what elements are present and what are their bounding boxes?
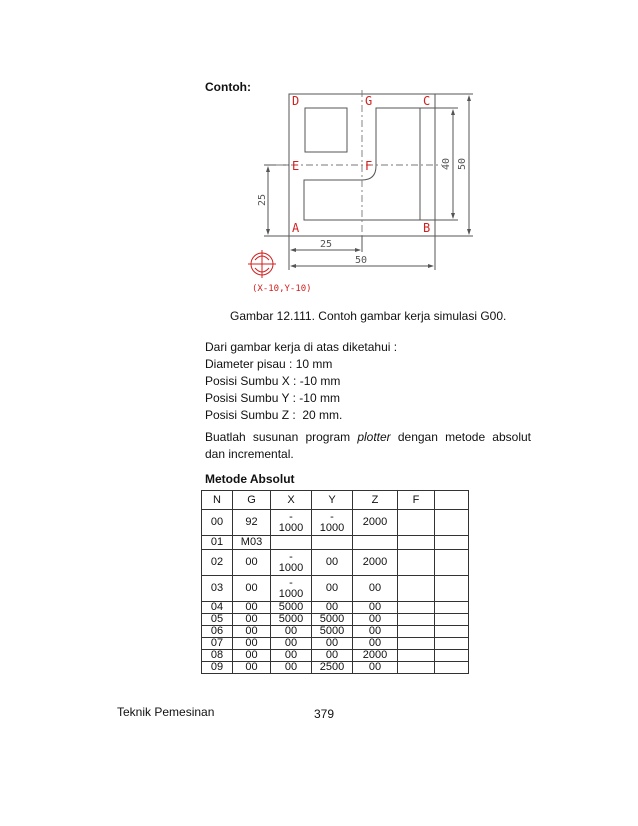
table-cell: 00: [233, 614, 271, 626]
table-cell: 00: [233, 550, 271, 576]
table-cell: 00: [353, 626, 398, 638]
table-cell: 04: [202, 602, 233, 614]
table-cell: 00: [271, 638, 312, 650]
table-cell-blank: [435, 614, 469, 626]
square-pocket-outline: [305, 108, 347, 152]
table-cell: 00: [353, 662, 398, 674]
example-heading: Contoh:: [205, 80, 251, 94]
table-cell: 00: [312, 550, 353, 576]
table-cell: 5000: [271, 614, 312, 626]
col-header-z: Z: [353, 491, 398, 510]
dim-text-50-vertical: 50: [457, 157, 468, 171]
table-cell-blank: [435, 650, 469, 662]
table-cell: 00: [233, 662, 271, 674]
known-intro: Dari gambar kerja di atas diketahui :: [205, 340, 398, 354]
table-cell: [398, 626, 435, 638]
table-cell: [398, 650, 435, 662]
table-cell: 00: [312, 638, 353, 650]
corner-label-b: B: [423, 221, 431, 235]
program-table: [201, 490, 469, 674]
table-cell: [353, 536, 398, 550]
known-line: Posisi Sumbu Y : -10 mm: [205, 391, 340, 405]
table-cell: [398, 550, 435, 576]
table-cell: 00: [202, 510, 233, 536]
col-header-blank: [435, 491, 469, 510]
table-cell: [312, 536, 353, 550]
table-cell: 09: [202, 662, 233, 674]
table-cell-blank: [435, 576, 469, 602]
col-header-n: N: [202, 491, 233, 510]
table-row: [202, 576, 469, 602]
table-cell: 00: [233, 626, 271, 638]
table-cell: 02: [202, 550, 233, 576]
table-cell: [398, 536, 435, 550]
table-cell: 00: [233, 576, 271, 602]
table-cell-blank: [435, 602, 469, 614]
table-cell-blank: [435, 638, 469, 650]
table-cell: 00: [312, 576, 353, 602]
table-cell: 00: [353, 638, 398, 650]
dim-text-40: 40: [441, 157, 452, 171]
table-cell: 2000: [353, 650, 398, 662]
table-cell: 00: [233, 650, 271, 662]
tool-start-label: (X-10,Y-10): [252, 284, 312, 294]
table-cell: 00: [353, 576, 398, 602]
table-cell: - 1000: [271, 550, 312, 576]
table-cell: [398, 576, 435, 602]
col-header-x: X: [271, 491, 312, 510]
col-header-y: Y: [312, 491, 353, 510]
table-cell-blank: [435, 550, 469, 576]
table-cell: 08: [202, 650, 233, 662]
table-cell: 5000: [312, 614, 353, 626]
table-cell: - 1000: [271, 576, 312, 602]
table-cell: [398, 510, 435, 536]
table-cell: - 1000: [312, 510, 353, 536]
col-header-g: G: [233, 491, 271, 510]
table-row: [202, 536, 469, 550]
table-cell: 92: [233, 510, 271, 536]
table-row: [202, 650, 469, 662]
corner-label-a: A: [292, 221, 300, 235]
table-cell: [398, 602, 435, 614]
emphasis-plotter: plotter: [357, 430, 391, 444]
table-row: [202, 614, 469, 626]
table-cell: 06: [202, 626, 233, 638]
table-cell: [398, 614, 435, 626]
method-heading: Metode Absolut: [205, 472, 295, 486]
table-cell: M03: [233, 536, 271, 550]
table-cell: 00: [312, 602, 353, 614]
table-row: [202, 662, 469, 674]
table-cell: 00: [271, 662, 312, 674]
table-cell: - 1000: [271, 510, 312, 536]
table-cell-blank: [435, 510, 469, 536]
table-cell: 00: [312, 650, 353, 662]
table-row: [202, 602, 469, 614]
corner-label-f: F: [365, 159, 373, 173]
cutter-icon: [248, 250, 276, 278]
table-cell: [398, 638, 435, 650]
table-cell: 00: [353, 602, 398, 614]
table-cell-blank: [435, 662, 469, 674]
table-cell: 05: [202, 614, 233, 626]
table-cell: 00: [233, 638, 271, 650]
table-cell: 00: [353, 614, 398, 626]
table-row: [202, 550, 469, 576]
table-header-row: [202, 491, 469, 510]
table-cell-blank: [435, 626, 469, 638]
table-cell-blank: [435, 536, 469, 550]
table-cell: 01: [202, 536, 233, 550]
known-line: Posisi Sumbu X : -10 mm: [205, 374, 341, 388]
table-cell: 00: [271, 626, 312, 638]
known-values-block: [205, 339, 535, 424]
corner-label-g: G: [365, 94, 373, 108]
table-cell: 2000: [353, 550, 398, 576]
page-number: 379: [314, 707, 335, 721]
footer-title: Teknik Pemesinan: [117, 705, 215, 719]
table-cell: [398, 662, 435, 674]
corner-label-e: E: [292, 159, 300, 173]
dim-text-25-vertical: 25: [257, 193, 268, 207]
corner-label-d: D: [292, 94, 300, 108]
table-cell: 2500: [312, 662, 353, 674]
table-row: [202, 638, 469, 650]
table-cell: 5000: [271, 602, 312, 614]
table-cell: 00: [271, 650, 312, 662]
table-row: [202, 626, 469, 638]
known-line: Diameter pisau : 10 mm: [205, 357, 333, 371]
task-paragraph: Buatlah susunan program plotter dengan metode absolut dan incremental.: [205, 430, 531, 461]
table-cell: 00: [233, 602, 271, 614]
figure-caption: Gambar 12.111. Contoh gambar kerja simulasi G00.: [230, 309, 507, 323]
known-line: Posisi Sumbu Z : 20 mm.: [205, 408, 343, 422]
table-body: [202, 510, 469, 674]
table-cell: 2000: [353, 510, 398, 536]
dim-text-25-horizontal: 25: [320, 239, 333, 250]
table-row: [202, 510, 469, 536]
corner-label-c: C: [423, 94, 431, 108]
table-cell: 07: [202, 638, 233, 650]
col-header-f: F: [398, 491, 435, 510]
work-drawing: [236, 88, 476, 298]
table-cell: 5000: [312, 626, 353, 638]
table-cell: 03: [202, 576, 233, 602]
table-cell: [271, 536, 312, 550]
dim-text-50-horizontal: 50: [355, 255, 368, 266]
